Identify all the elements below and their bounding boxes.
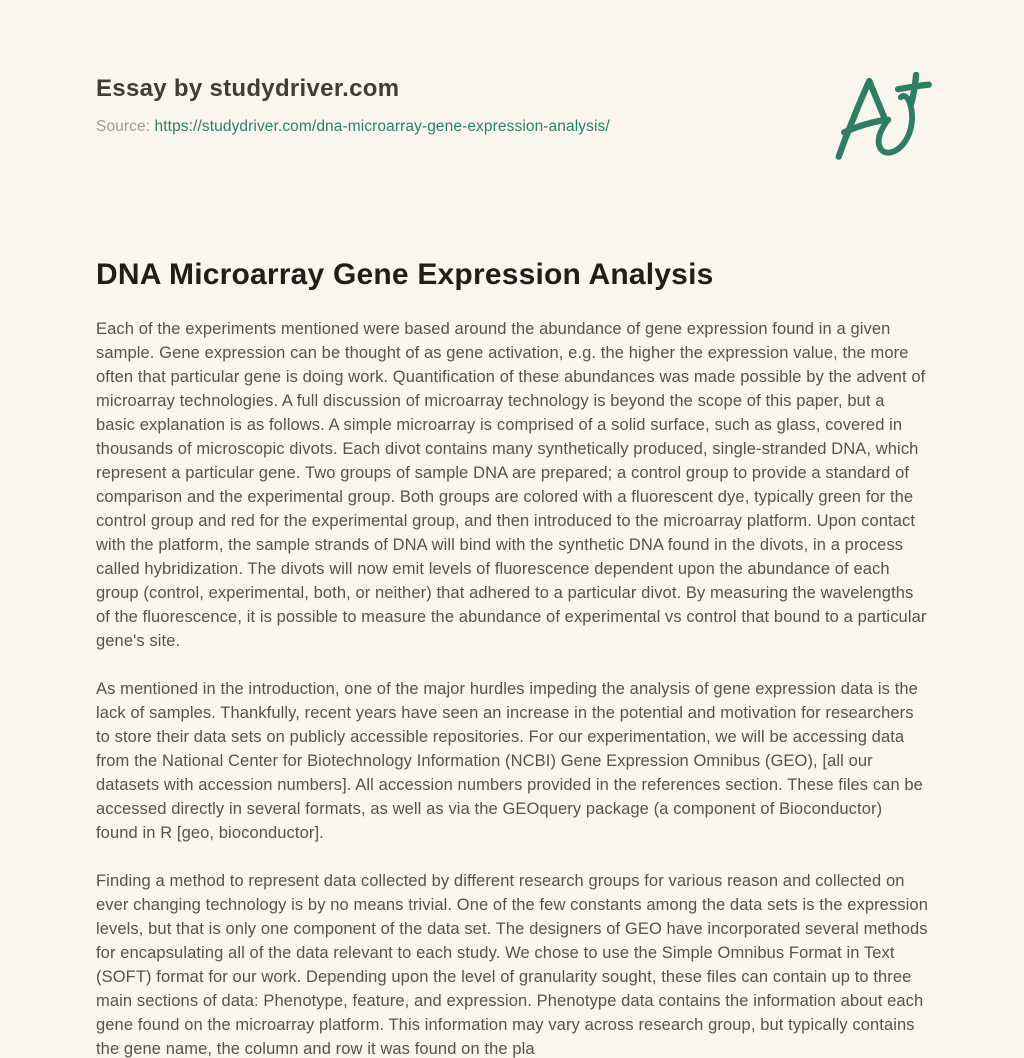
essay-paragraph-1: Each of the experiments mentioned were based around the abundance of gene expression found in a given sample. Gene expression can be thought of as gene activation, e.g. the higher the expression value, the more often that particular gene is doing work. Quantification of these abundances was made possible by the advent of microarray technologies. A full discussion of microarray technology is beyond the scope of this paper, but a basic explanation is as follows. A simple microarray is comprised of a solid surface, such as glass, covered in thousands of microscopic divots. Each divot contains many synthetically produced, single-stranded DNA, which represent a particular gene. Two groups of sample DNA are prepared; a control group to provide a standard of comparison and the experimental group. Both groups are colored with a fluorescent dye, typically green for the control group and red for the experimental group, and then introduced to the microarray platform. Upon contact with the platform, the sample strands of DNA will bind with the synthetic DNA found in the divots, in a process called hybridization. The divots will now emit levels of fluorescence dependent upon the abundance of each group (control, experimental, both, or neither) that adhered to a particular divot. By measuring the wavelengths of the fluorescence, it is possible to measure the abundance of experimental vs control that bound to a particular gene's site. — [96, 320, 927, 650]
article-title: DNA Microarray Gene Expression Analysis — [96, 258, 714, 291]
a-plus-logo-icon — [827, 72, 935, 164]
source-link[interactable]: https://studydriver.com/dna-microarray-gene-expression-analysis/ — [154, 118, 610, 135]
source-line — [96, 116, 928, 138]
essay-paragraph-2: As mentioned in the introduction, one of the major hurdles impeding the analysis of gene expression data is the lack of samples. Thankfully, recent years have seen an increase in the potential and motivation for researchers to store their data sets on publicly accessible repositories. For our experimentation, we will be accessing data from the National Center for Biotechnology Information (NCBI) Gene Expression Omnibus (GEO), [all our datasets with accession numbers]. All accession numbers provided in the references section. These files can be accessed directly in several formats, as well as via the GEOquery package (a component of Bioconductor) found in R [geo, bioconductor]. — [96, 680, 923, 842]
page-header — [96, 74, 928, 138]
essay-paragraph-3: Finding a method to represent data collected by different research groups for various reason and collected on ever changing technology is by no means trivial. One of the few constants among the data sets is the expression levels, but that is only one component of the data set. The designers of GEO have incorporated several methods for encapsulating all of the data relevant to each study. We chose to use the Simple Omnibus Format in Text (SOFT) format for our work. Depending upon the level of granularity sought, these files can contain up to three main sections of data: Phenotype, feature, and expression. Phenotype data contains the information about each gene found on the microarray platform. This information may vary across research group, but typically contains the gene name, the column and row it was found on the pla — [96, 872, 928, 1058]
site-heading: Essay by studydriver.com — [96, 75, 400, 102]
source-label: Source: — [96, 118, 151, 135]
